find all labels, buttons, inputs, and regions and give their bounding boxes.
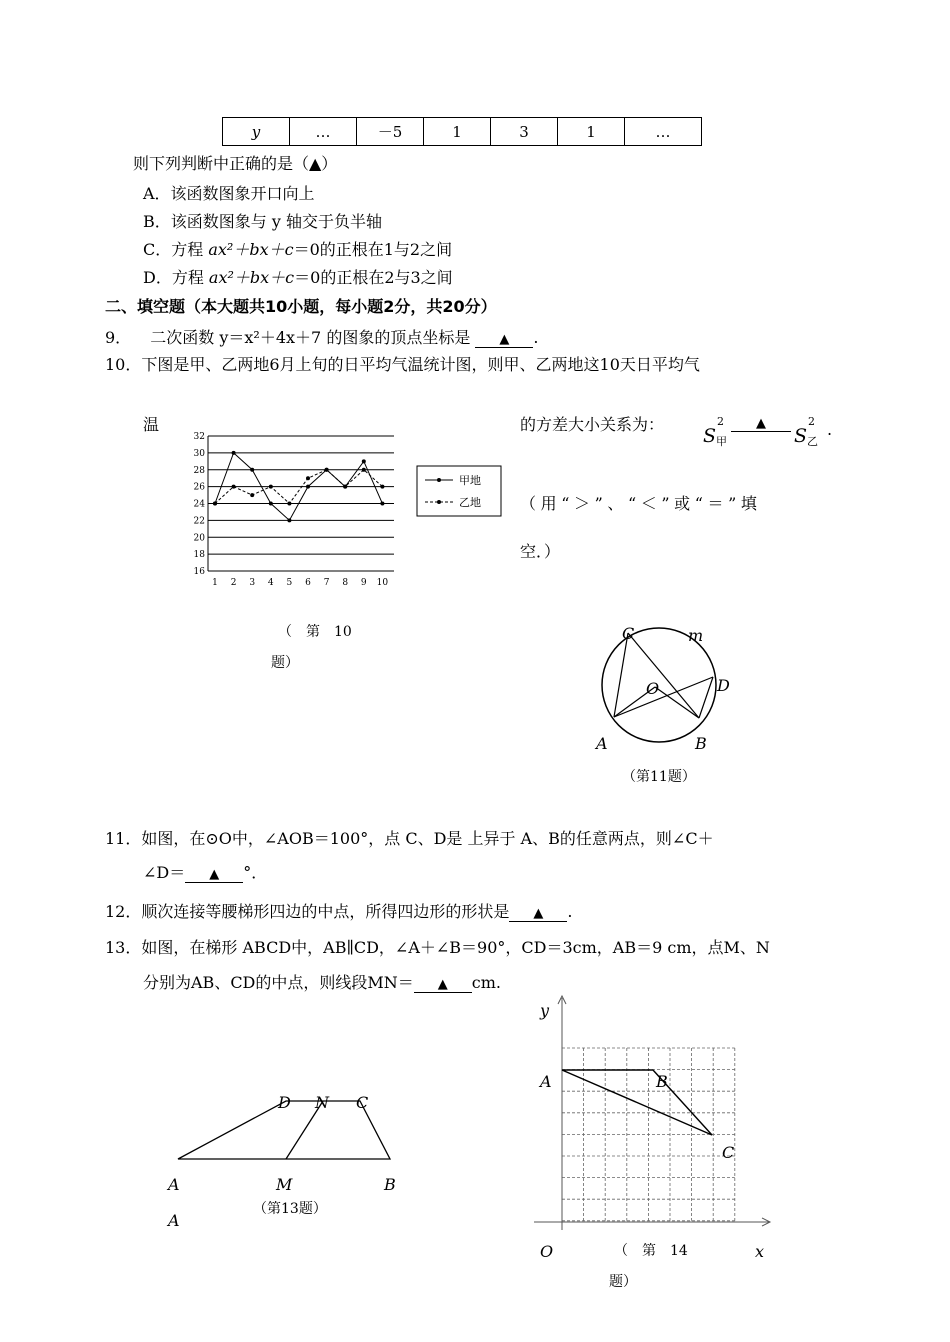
table-cell: … bbox=[625, 118, 702, 146]
q11-line1: 11．如图，在⊙O中，∠AOB＝100°，点 C、D是 上异于 A、B的任意两点，则∠C＋ bbox=[105, 829, 714, 848]
answer-blank: ▲ bbox=[509, 902, 567, 922]
answer-blank: ▲ bbox=[475, 328, 533, 348]
q9: 9． 二次函数 y＝x²＋4x＋7 的图象的顶点坐标是 ▲ . bbox=[105, 328, 539, 347]
q10-line1: 10．下图是甲、乙两地6月上旬的日平均气温统计图，则甲、乙两地这10天日平均气 bbox=[105, 355, 700, 374]
segment-ad bbox=[614, 677, 713, 717]
q13-caption: （第13题） bbox=[253, 1201, 327, 1217]
segment-ac bbox=[614, 633, 628, 717]
q10-line2b: 的方差大小关系为： bbox=[520, 415, 665, 434]
answer-blank: ▲ bbox=[414, 973, 472, 993]
x-tick-label: 8 bbox=[342, 578, 349, 588]
data-point bbox=[250, 468, 254, 472]
label-x: x bbox=[755, 1242, 765, 1260]
q12: 12．顺次连接等腰梯形四边的中点，所得四边形的形状是 ▲ . bbox=[105, 902, 573, 921]
label-d: D bbox=[717, 676, 730, 695]
label-n: N bbox=[315, 1093, 329, 1112]
legend-label: 乙地 bbox=[459, 496, 481, 509]
q14-caption: （ 第 14 bbox=[614, 1243, 688, 1259]
label-c: C bbox=[722, 1143, 735, 1162]
equation: ax²＋bx＋c bbox=[208, 268, 295, 287]
variance-yi: S 2 乙 bbox=[794, 415, 819, 448]
q10-hint2: 空．） bbox=[520, 542, 561, 561]
label-d: D bbox=[278, 1093, 291, 1112]
table-cell: y bbox=[223, 118, 290, 146]
x-tick-label: 7 bbox=[323, 578, 330, 588]
label-o: O bbox=[540, 1242, 554, 1260]
q10-caption: 题） bbox=[271, 655, 299, 671]
q11-line2: ∠D＝ ▲ °． bbox=[143, 863, 268, 882]
q13-line1: 13．如图，在梯形 ABCD中，AB∥CD，∠A＋∠B＝90°，CD＝3cm，AB＝9 cm，点M、N bbox=[105, 938, 770, 957]
label-a: A bbox=[168, 1175, 180, 1194]
x-tick-label: 1 bbox=[212, 578, 218, 588]
segment-cb bbox=[628, 633, 699, 718]
table-cell: －5 bbox=[357, 118, 424, 146]
q8-stem: 则下列判断中正确的是（▲） bbox=[133, 154, 338, 173]
circle-figure bbox=[588, 615, 748, 775]
table-cell: 3 bbox=[491, 118, 558, 146]
variance-jia: S 2 甲 bbox=[703, 415, 728, 448]
label-b: B bbox=[384, 1175, 396, 1194]
q8-option-a: A．该函数图象开口向上 bbox=[143, 184, 315, 203]
y-tick-label: 20 bbox=[193, 533, 205, 544]
x-tick-label: 5 bbox=[286, 578, 293, 588]
temperature-chart bbox=[180, 428, 510, 588]
y-tick-label: 28 bbox=[193, 465, 205, 476]
legend-label: 甲地 bbox=[459, 474, 481, 487]
y-tick-label: 16 bbox=[193, 567, 205, 577]
data-point bbox=[232, 485, 236, 489]
table-row bbox=[223, 118, 702, 146]
q13-line2: 分别为AB、CD的中点，则线段MN＝ ▲ cm. bbox=[143, 973, 501, 992]
label-m: m bbox=[688, 626, 704, 645]
period: . bbox=[827, 420, 833, 439]
segment-db bbox=[699, 677, 713, 718]
label-o: O bbox=[646, 679, 660, 698]
data-point bbox=[343, 485, 347, 489]
table-cell: 1 bbox=[558, 118, 625, 146]
q10-hint1: （用“＞”、“＜”或“＝”填 bbox=[520, 494, 762, 513]
data-point bbox=[250, 493, 254, 497]
data-point bbox=[380, 502, 384, 506]
q10-line2a: 温 bbox=[143, 415, 160, 434]
label-c: C bbox=[356, 1093, 369, 1112]
x-tick-label: 4 bbox=[267, 578, 274, 588]
label-b: B bbox=[695, 734, 707, 753]
label-a: A bbox=[596, 734, 608, 753]
y-tick-label: 18 bbox=[193, 550, 205, 561]
data-point bbox=[306, 485, 310, 489]
value-table bbox=[222, 117, 702, 146]
label-m: M bbox=[276, 1175, 293, 1194]
data-point bbox=[306, 476, 310, 480]
y-tick-label: 24 bbox=[193, 499, 205, 510]
x-tick-label: 6 bbox=[305, 578, 311, 588]
q8-option-b: B．该函数图象与 y 轴交于负半轴 bbox=[143, 212, 382, 231]
x-tick-label: 9 bbox=[360, 578, 367, 588]
triangle-abc bbox=[562, 1070, 712, 1135]
label-c: C bbox=[622, 624, 635, 643]
label-a: A bbox=[540, 1072, 552, 1091]
data-point bbox=[362, 459, 366, 463]
data-point bbox=[287, 518, 291, 522]
data-point bbox=[269, 502, 273, 506]
x-tick-label: 2 bbox=[230, 578, 237, 588]
table-cell: … bbox=[290, 118, 357, 146]
y-tick-label: 26 bbox=[193, 482, 205, 493]
q8-option-c: C．方程 ax²＋bx＋c＝0的正根在1与2之间 bbox=[143, 240, 453, 259]
q14-caption: 题） bbox=[609, 1274, 637, 1290]
data-point bbox=[380, 485, 384, 489]
q10-caption: （ 第 10 bbox=[278, 624, 352, 640]
q11-caption: （第11题） bbox=[622, 769, 696, 785]
label-a-extra: A bbox=[168, 1211, 180, 1230]
x-tick-label: 10 bbox=[376, 578, 389, 588]
grid-figure bbox=[530, 990, 780, 1260]
legend-marker bbox=[437, 478, 441, 482]
table-cell: 1 bbox=[424, 118, 491, 146]
legend-marker bbox=[437, 500, 441, 504]
y-tick-label: 32 bbox=[193, 432, 205, 442]
x-tick-label: 3 bbox=[249, 578, 256, 588]
answer-blank: ▲ bbox=[731, 413, 791, 432]
y-tick-label: 22 bbox=[193, 516, 205, 527]
equation: ax²＋bx＋c bbox=[208, 240, 294, 259]
q8-option-d: D．方程 ax²＋bx＋c＝0的正根在2与3之间 bbox=[143, 268, 453, 287]
data-point bbox=[287, 502, 291, 506]
data-point bbox=[362, 468, 366, 472]
y-tick-label: 30 bbox=[193, 448, 205, 459]
answer-blank: ▲ bbox=[185, 863, 243, 883]
section-title: 二、填空题（本大题共10小题，每小题2分，共20分） bbox=[105, 297, 497, 316]
label-b: B bbox=[656, 1072, 668, 1091]
data-point bbox=[232, 451, 236, 455]
data-point bbox=[269, 485, 273, 489]
data-point bbox=[325, 468, 329, 472]
label-y: y bbox=[540, 1001, 550, 1020]
data-point bbox=[213, 502, 217, 506]
